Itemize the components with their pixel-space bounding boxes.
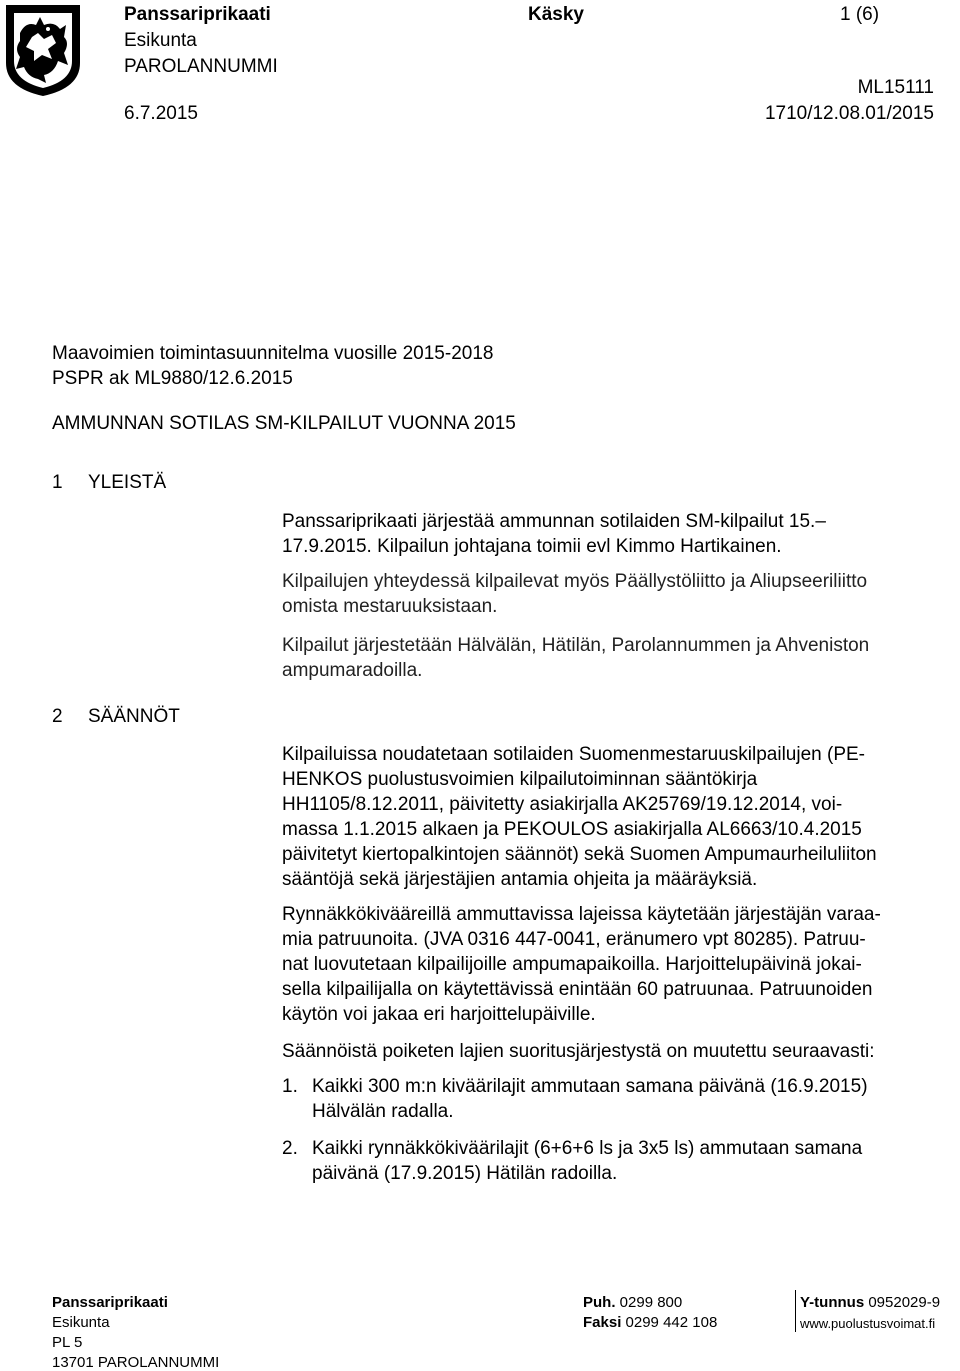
fax-label: Faksi xyxy=(583,1314,622,1331)
paragraph xyxy=(282,633,947,683)
business-id: 0952029-9 xyxy=(868,1294,941,1311)
text-line: sella kilpailijalla on käytettävissä enintään 60 patruunaa. Patruunoiden xyxy=(282,979,873,1000)
text-line: HENKOS puolustusvoimien kilpailutoiminnan sääntökirja xyxy=(282,769,758,790)
text-line: mia patruunoita. (JVA 0316 447-0041, eränumero vpt 80285). Patruu- xyxy=(282,929,866,950)
section-number: 1 xyxy=(52,472,63,493)
list-text xyxy=(312,1074,868,1124)
section-title: SÄÄNNÖT xyxy=(88,706,180,727)
list-number: 2. xyxy=(282,1138,298,1159)
paragraph xyxy=(282,742,947,892)
footer-po-box: PL 5 xyxy=(52,1334,83,1351)
footer-business-id xyxy=(800,1294,940,1311)
text-line: ampumaradoilla. xyxy=(282,660,423,681)
phone-number: 0299 800 xyxy=(619,1294,683,1311)
text-line: Kilpailut järjestetään Hälvälän, Hätilän, Parolannummen ja Ahveniston xyxy=(282,635,870,656)
text-line: sääntöjä sekä järjestäjien antamia ohjeita ja määräyksiä. xyxy=(282,869,758,890)
paragraph xyxy=(282,569,947,619)
business-id-label: Y-tunnus xyxy=(800,1294,865,1311)
footer-divider xyxy=(795,1290,796,1332)
list-text xyxy=(312,1136,862,1186)
header-organization: Panssariprikaati xyxy=(124,4,271,25)
document-reference: ML15111 xyxy=(857,77,934,98)
text-line: päivitetyt kiertopalkintojen säännöt) sekä Suomen Ampumaurheiluliiton xyxy=(282,844,877,865)
reference-line: PSPR ak ML9880/12.6.2015 xyxy=(52,368,293,389)
text-line: massa 1.1.2015 alkaen ja PEKOULOS asiakirjalla AL6663/10.4.2015 xyxy=(282,819,862,840)
document-date: 6.7.2015 xyxy=(124,103,198,124)
page-number: 1 (6) xyxy=(840,4,880,25)
paragraph xyxy=(282,1039,947,1064)
section-number: 2 xyxy=(52,706,63,727)
footer-postal-address: 13701 PAROLANNUMMI xyxy=(52,1354,220,1371)
document-title: AMMUNNAN SOTILAS SM-KILPAILUT VUONNA 2015 xyxy=(52,413,516,434)
footer-unit: Esikunta xyxy=(52,1314,110,1331)
fax-number: 0299 442 108 xyxy=(625,1314,718,1331)
diary-number: 1710/12.08.01/2015 xyxy=(764,103,934,124)
text-line: nat luovutetaan kilpailijoille ampumapaikoilla. Harjoittelupäivinä jokai- xyxy=(282,954,862,975)
phone-label: Puh. xyxy=(583,1294,616,1311)
list-number: 1. xyxy=(282,1076,298,1097)
footer-organization: Panssariprikaati xyxy=(52,1294,168,1311)
paragraph xyxy=(282,509,947,559)
footer-phone xyxy=(583,1294,682,1311)
text-line: Kilpailuissa noudatetaan sotilaiden Suomenmestaruuskilpailujen (PE- xyxy=(282,744,866,765)
text-line: käytön voi jakaa eri harjoittelupäiville. xyxy=(282,1004,596,1025)
section-title: YLEISTÄ xyxy=(88,472,167,493)
text-line: Säännöistä poiketen lajien suoritusjärjestystä on muutettu seuraavasti: xyxy=(282,1041,875,1062)
text-line: omista mestaruuksistaan. xyxy=(282,596,498,617)
text-line: Kaikki rynnäkkökiväärilajit (6+6+6 ls ja 3x5 ls) ammutaan samana xyxy=(312,1138,863,1159)
paragraph xyxy=(282,902,947,1027)
header-unit: Esikunta xyxy=(124,30,197,51)
text-line: Rynnäkkökivääreillä ammuttavissa lajeissa käytetään järjestäjän varaa- xyxy=(282,904,881,925)
text-line: Kilpailujen yhteydessä kilpailevat myös Päällystöliitto ja Aliupseeriliitto xyxy=(282,571,868,592)
section-heading-yleista xyxy=(52,472,166,494)
text-line: 17.9.2015. Kilpailun johtajana toimii evl Kimmo Hartikainen. xyxy=(282,536,782,557)
document-type: Käsky xyxy=(528,4,584,25)
header-place: PAROLANNUMMI xyxy=(124,56,278,77)
text-line: Kaikki 300 m:n kiväärilajit ammutaan samana päivänä (16.9.2015) xyxy=(312,1076,868,1097)
text-line: HH1105/8.12.2011, päivitetty asiakirjalla AK25769/19.12.2014, voi- xyxy=(282,794,843,815)
footer-website-link[interactable]: www.puolustusvoimat.fi xyxy=(800,1316,936,1331)
section-heading-saannot xyxy=(52,706,180,728)
coat-of-arms-logo xyxy=(4,3,82,98)
text-line: Hälvälän radalla. xyxy=(312,1101,454,1122)
reference-line: Maavoimien toimintasuunnitelma vuosille 2015-2018 xyxy=(52,343,494,364)
text-line: Panssariprikaati järjestää ammunnan sotilaiden SM-kilpailut 15.– xyxy=(282,511,826,532)
text-line: päivänä (17.9.2015) Hätilän radoilla. xyxy=(312,1163,618,1184)
footer-fax xyxy=(583,1314,717,1331)
